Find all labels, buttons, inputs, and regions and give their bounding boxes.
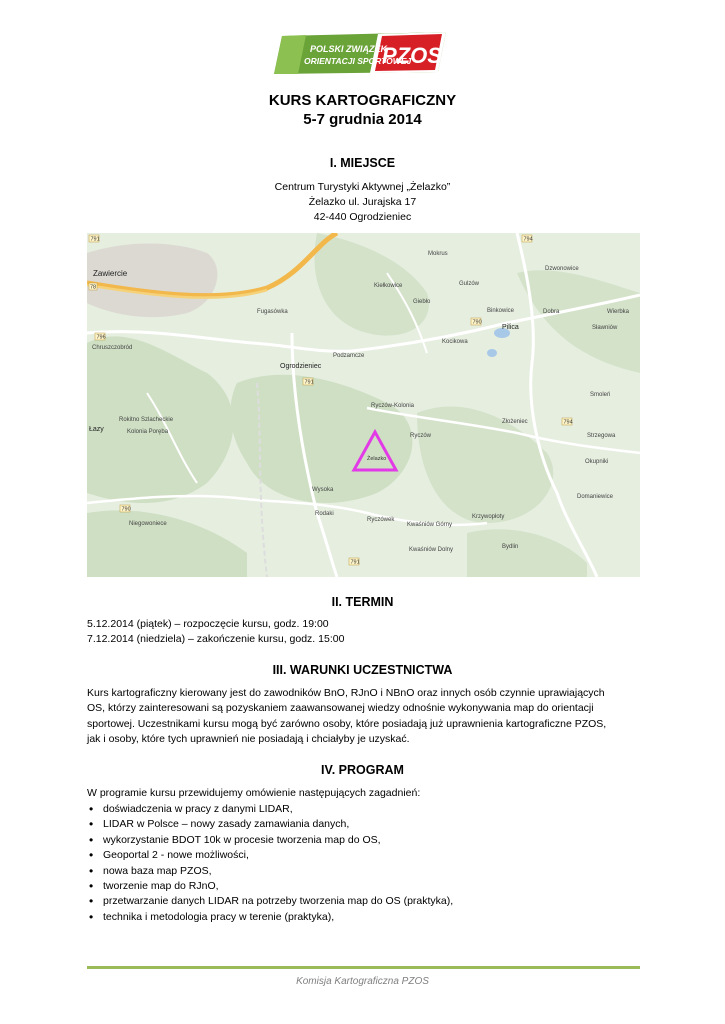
town-label: Krzywopłoty: [472, 514, 505, 520]
program-intro: W programie kursu przewidujemy omówienie następujących zagadnień:: [87, 787, 421, 799]
town-label: Wysoka: [312, 487, 334, 493]
footer-rule: [87, 966, 640, 969]
location-map: [87, 233, 640, 577]
town-label: Pilica: [502, 324, 519, 331]
program-list: [87, 802, 640, 925]
town-label: Kolonia Poręba: [127, 429, 169, 435]
list-item: • doświadczenia w pracy z danymi LIDAR,: [87, 802, 640, 817]
town-label: Fugasówka: [257, 309, 288, 315]
town-label: Podzamcze: [333, 353, 365, 359]
list-item: • technika i metodologia pracy w terenie (praktyka),: [87, 910, 640, 925]
list-item: • Geoportal 2 - nowe możliwości,: [87, 848, 640, 863]
section-heading-program: IV. PROGRAM: [321, 763, 404, 777]
town-label: Binkowice: [487, 308, 515, 314]
town-label: Rokitno Szlacheckie: [119, 417, 174, 423]
list-item: • wykorzystanie BDOT 10k w procesie tworzenia map do OS,: [87, 833, 640, 848]
document-date: 5-7 grudnia 2014: [303, 111, 422, 128]
town-label: Ryczówek: [367, 517, 395, 523]
town-label: Zawiercie: [93, 269, 128, 278]
road-label: 790: [121, 506, 131, 513]
town-label: Okupniki: [585, 459, 609, 465]
town-label: Złożeniec: [502, 419, 528, 425]
town-label: Dobra: [543, 309, 560, 315]
document-title: KURS KARTOGRAFICZNY: [268, 92, 457, 109]
schedule-line: 5.12.2014 (piątek) – rozpoczęcie kursu, godz. 19:00: [87, 618, 329, 630]
pzos-logo: [270, 30, 450, 76]
town-label: Domaniewice: [577, 494, 614, 500]
town-label: Bydlin: [502, 544, 519, 550]
road-label: 794: [563, 419, 573, 426]
section-heading-termin: II. TERMIN: [331, 595, 394, 609]
town-label: Łazy: [89, 426, 104, 433]
road-label: 790: [472, 319, 482, 326]
logo-line1: POLSKI ZWIĄZEK: [310, 44, 387, 54]
town-label: Sławniów: [592, 325, 618, 331]
road-label: 78: [90, 284, 97, 291]
list-item: • LIDAR w Polsce – nowy zasady zamawiania danych,: [87, 817, 640, 832]
address-line: 42-440 Ogrodzieniec: [313, 211, 412, 223]
list-item: • przetwarzanie danych LIDAR na potrzeby tworzenia map do OS (praktyka),: [87, 894, 640, 909]
town-label: Dzwonowice: [545, 266, 579, 272]
address-line: Centrum Turystyki Aktywnej „Żelazko”: [274, 181, 451, 193]
address-line: Żelazko ul. Jurajska 17: [308, 196, 417, 208]
road-label: 794: [523, 236, 533, 243]
town-label: Gulzów: [459, 281, 480, 287]
town-label: Rodaki: [315, 511, 334, 517]
town-label: Ryczów-Kolonia: [371, 403, 415, 409]
conditions-paragraph: [87, 686, 640, 748]
road-label: 796: [96, 334, 106, 341]
conditions-line: OS, którzy zainteresowani są pozyskaniem zaawansowanej wiedzy odnośnie wykonywania map do orientacji: [87, 702, 594, 715]
town-label: Chruszczobród: [92, 345, 133, 351]
town-label: Giebło: [413, 299, 431, 305]
list-item: • nowa baza map PZOS,: [87, 864, 640, 879]
logo-line2: ORIENTACJI SPORTOWEJ: [304, 56, 412, 66]
logo-abbr: PZOS: [382, 43, 442, 68]
conditions-line: jak i osoby, które tych uprawnień nie posiadają i chciałyby je uzyskać.: [87, 733, 410, 746]
town-label: Niegowoniece: [129, 521, 167, 527]
section-heading-miejsce: I. MIEJSCE: [329, 156, 396, 170]
conditions-line: sportowej. Uczestnikami kursu mogą być zarówno osoby, które posiadają już uprawnienia kartograficzne PZOS,: [87, 717, 607, 730]
marker-label: Żelazko: [367, 456, 387, 462]
town-label: Smoleń: [590, 392, 611, 398]
venue-address: [0, 180, 725, 225]
schedule-text: [87, 617, 640, 648]
town-label: Mokrus: [428, 251, 448, 257]
town-label: Kwaśniów Dolny: [409, 547, 454, 553]
list-item: • tworzenie map do RJnO,: [87, 879, 640, 894]
footer-text: Komisja Kartograficzna PZOS: [296, 976, 429, 987]
town-label: Kwaśniów Górny: [407, 522, 453, 528]
town-label: Kocikowa: [442, 339, 468, 345]
conditions-line: Kurs kartograficzny kierowany jest do zawodników BnO, RJnO i NBnO oraz innych osób czynnie uprawiających: [87, 687, 605, 699]
town-label: Strzegowa: [587, 433, 616, 439]
schedule-line: 7.12.2014 (niedziela) – zakończenie kursu, godz. 15:00: [87, 633, 345, 646]
town-label: Ryczów: [410, 433, 432, 439]
section-heading-warunki: III. WARUNKI UCZESTNICTWA: [272, 663, 453, 677]
town-label: Wierbka: [607, 309, 630, 315]
town-label: Kiełkowice: [374, 283, 403, 289]
road-label: 791: [350, 559, 360, 566]
road-label: 791: [90, 236, 100, 243]
town-label: Ogrodzieniec: [280, 363, 322, 370]
road-label: 791: [304, 379, 314, 386]
